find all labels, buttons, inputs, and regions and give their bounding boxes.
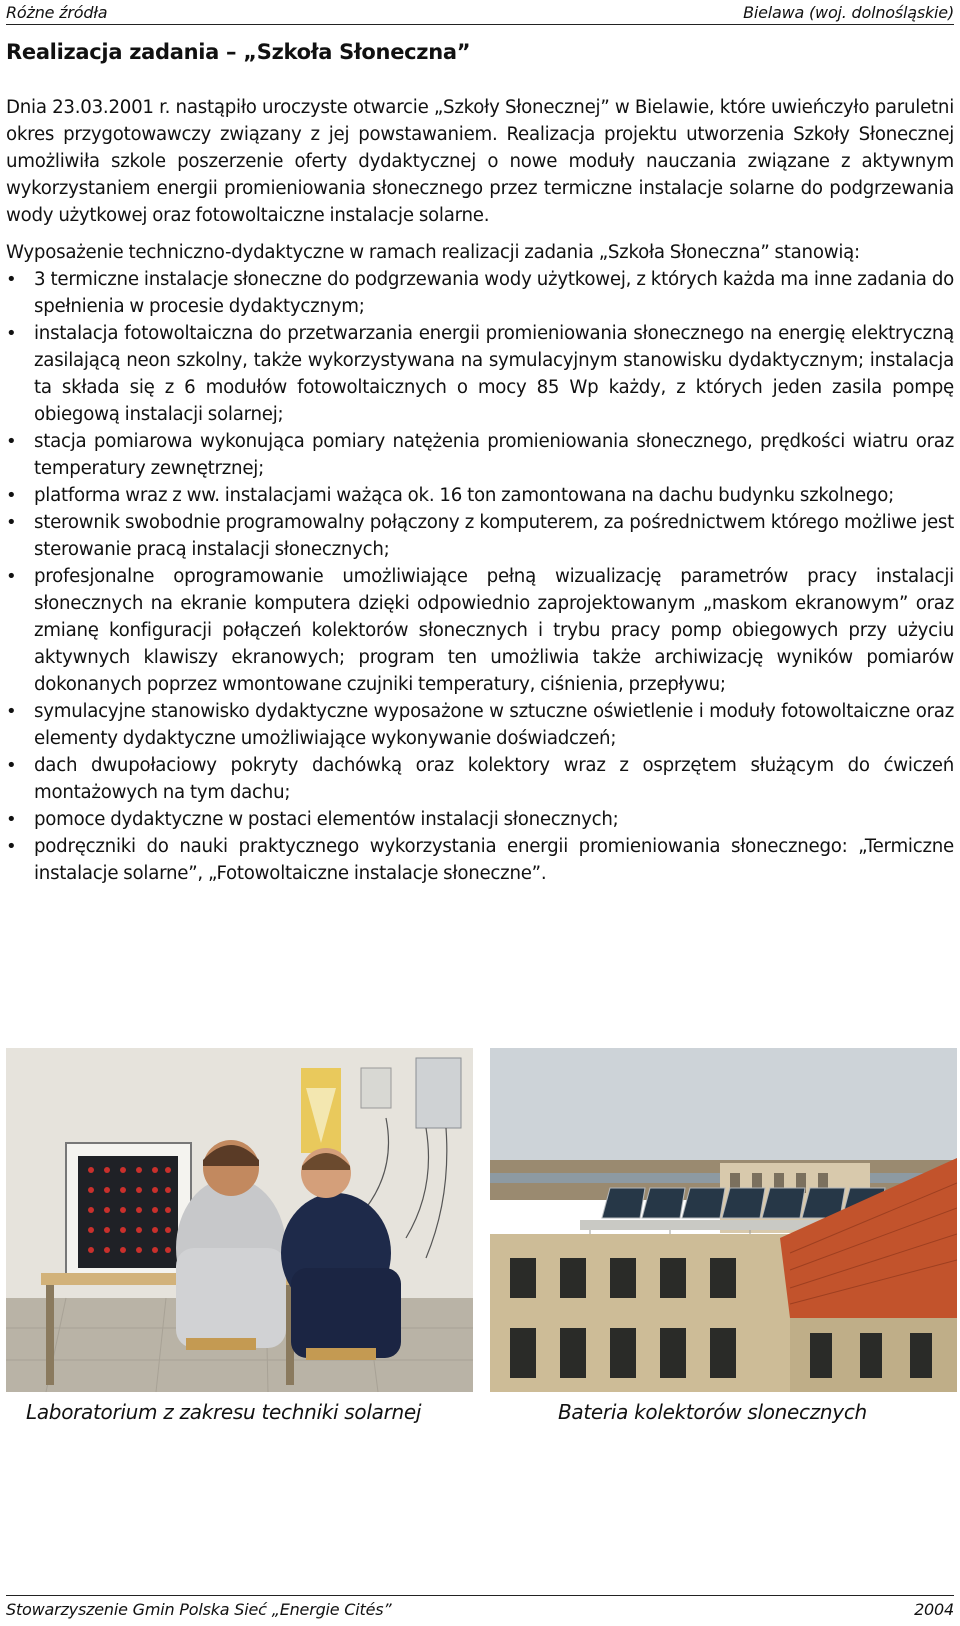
list-item: • profesjonalne oprogramowanie umożliwiające pełną wizualizację parametrów pracy instalacji słonecznych na ekranie komputera dzięki odpowiednio zaprojektowanym „maskom ekranowym” oraz zmianę konfiguracji połączeń kolektorów słonecznych i trybu pracy pomp obiegowych przy użyciu aktywnych klawiszy ekranowych; program ten umożliwia także archiwizację wyników pomiarów dokonanych poprzez wmontowane czujniki temperatury, ciśnienia, przepływu; — [6, 563, 954, 698]
footer-organization: Stowarzyszenie Gmin Polska Sieć „Energie Cités” — [6, 1600, 392, 1619]
page-title: Realizacja zadania – „Szkoła Słoneczna” — [6, 40, 471, 64]
article — [6, 40, 954, 887]
list-item: • pomoce dydaktyczne w postaci elementów instalacji słonecznych; — [6, 806, 954, 833]
list-item: • stacja pomiarowa wykonująca pomiary natężenia promieniowania słonecznego, prędkości wiatru oraz temperatury zewnętrznej; — [6, 428, 954, 482]
list-item: • symulacyjne stanowisko dydaktyczne wyposażone w sztuczne oświetlenie i moduły fotowoltaiczne oraz elementy dydaktyczne umożliwiające wykonywanie doświadczeń; — [6, 698, 954, 752]
roof-photo — [490, 1048, 957, 1392]
list-item: • instalacja fotowoltaiczna do przetwarzania energii promieniowania słonecznego na energię elektryczną zasilającą neon szkolny, także wykorzystywana na symulacyjnym stanowisku dydaktycznym; instalacja ta składa się z 6 modułów fotowoltaicznych o mocy 85 Wp każdy, z których jeden zasila pompę obiegową instalacji solarnej; — [6, 320, 954, 428]
photo-captions — [6, 1400, 954, 1430]
equipment-list — [6, 266, 954, 887]
list-item: • sterownik swobodnie programowalny połączony z komputerem, za pośrednictwem którego możliwe jest sterowanie pracą instalacji słonecznych; — [6, 509, 954, 563]
lab-photo-caption: Laboratorium z zakresu techniki solarnej — [26, 1400, 422, 1424]
bullet-icon: • — [6, 512, 17, 533]
bullet-icon: • — [6, 809, 17, 830]
intro-paragraph: Dnia 23.03.2001 r. nastąpiło uroczyste otwarcie „Szkoły Słonecznej” w Bielawie, które uwieńczyło paruletni okres przygotowawczy związany z jej powstawaniem. Realizacja projektu utworzenia Szkoły Słonecznej umożliwiła szkole poszerzenie oferty dydaktycznej o nowe moduły nauczania związane z aktywnym wykorzystaniem energii promieniowania słonecznego przez termiczne instalacje solarne do podgrzewania wody użytkowej oraz fotowoltaiczne instalacje solarne. — [6, 97, 954, 226]
running-head — [6, 0, 954, 25]
bullet-icon: • — [6, 755, 17, 776]
bullet-icon: • — [6, 566, 17, 587]
list-item: • 3 termiczne instalacje słoneczne do podgrzewania wody użytkowej, z których każda ma inne zadania do spełnienia w procesie dydaktycznym; — [6, 266, 954, 320]
bullet-icon: • — [6, 485, 17, 506]
footer-year: 2004 — [914, 1600, 954, 1619]
equipment-intro: Wyposażenie techniczno-dydaktyczne w ramach realizacji zadania „Szkoła Słoneczna” stanowią: — [6, 242, 860, 263]
list-item: • podręczniki do nauki praktycznego wykorzystania energii promieniowania słonecznego: „Termiczne instalacje solarne”, „Fotowoltaiczne instalacje słoneczne”. — [6, 833, 954, 887]
bullet-icon: • — [6, 701, 17, 722]
bullet-icon: • — [6, 431, 17, 452]
bullet-icon: • — [6, 269, 17, 290]
header-location: Bielawa (woj. dolnośląskie) — [743, 3, 954, 22]
header-source: Różne źródła — [6, 3, 108, 22]
photo-row — [6, 1048, 954, 1392]
lab-photo — [6, 1048, 473, 1392]
roof-photo-caption: Bateria kolektorów slonecznych — [558, 1400, 867, 1424]
bullet-icon: • — [6, 323, 17, 344]
list-item: • dach dwupołaciowy pokryty dachówką oraz kolektory wraz z osprzętem służącym do ćwiczeń montażowych na tym dachu; — [6, 752, 954, 806]
bullet-icon: • — [6, 836, 17, 857]
list-item: • platforma wraz z ww. instalacjami ważąca ok. 16 ton zamontowana na dachu budynku szkolnego; — [6, 482, 954, 509]
page-footer — [6, 1595, 954, 1626]
